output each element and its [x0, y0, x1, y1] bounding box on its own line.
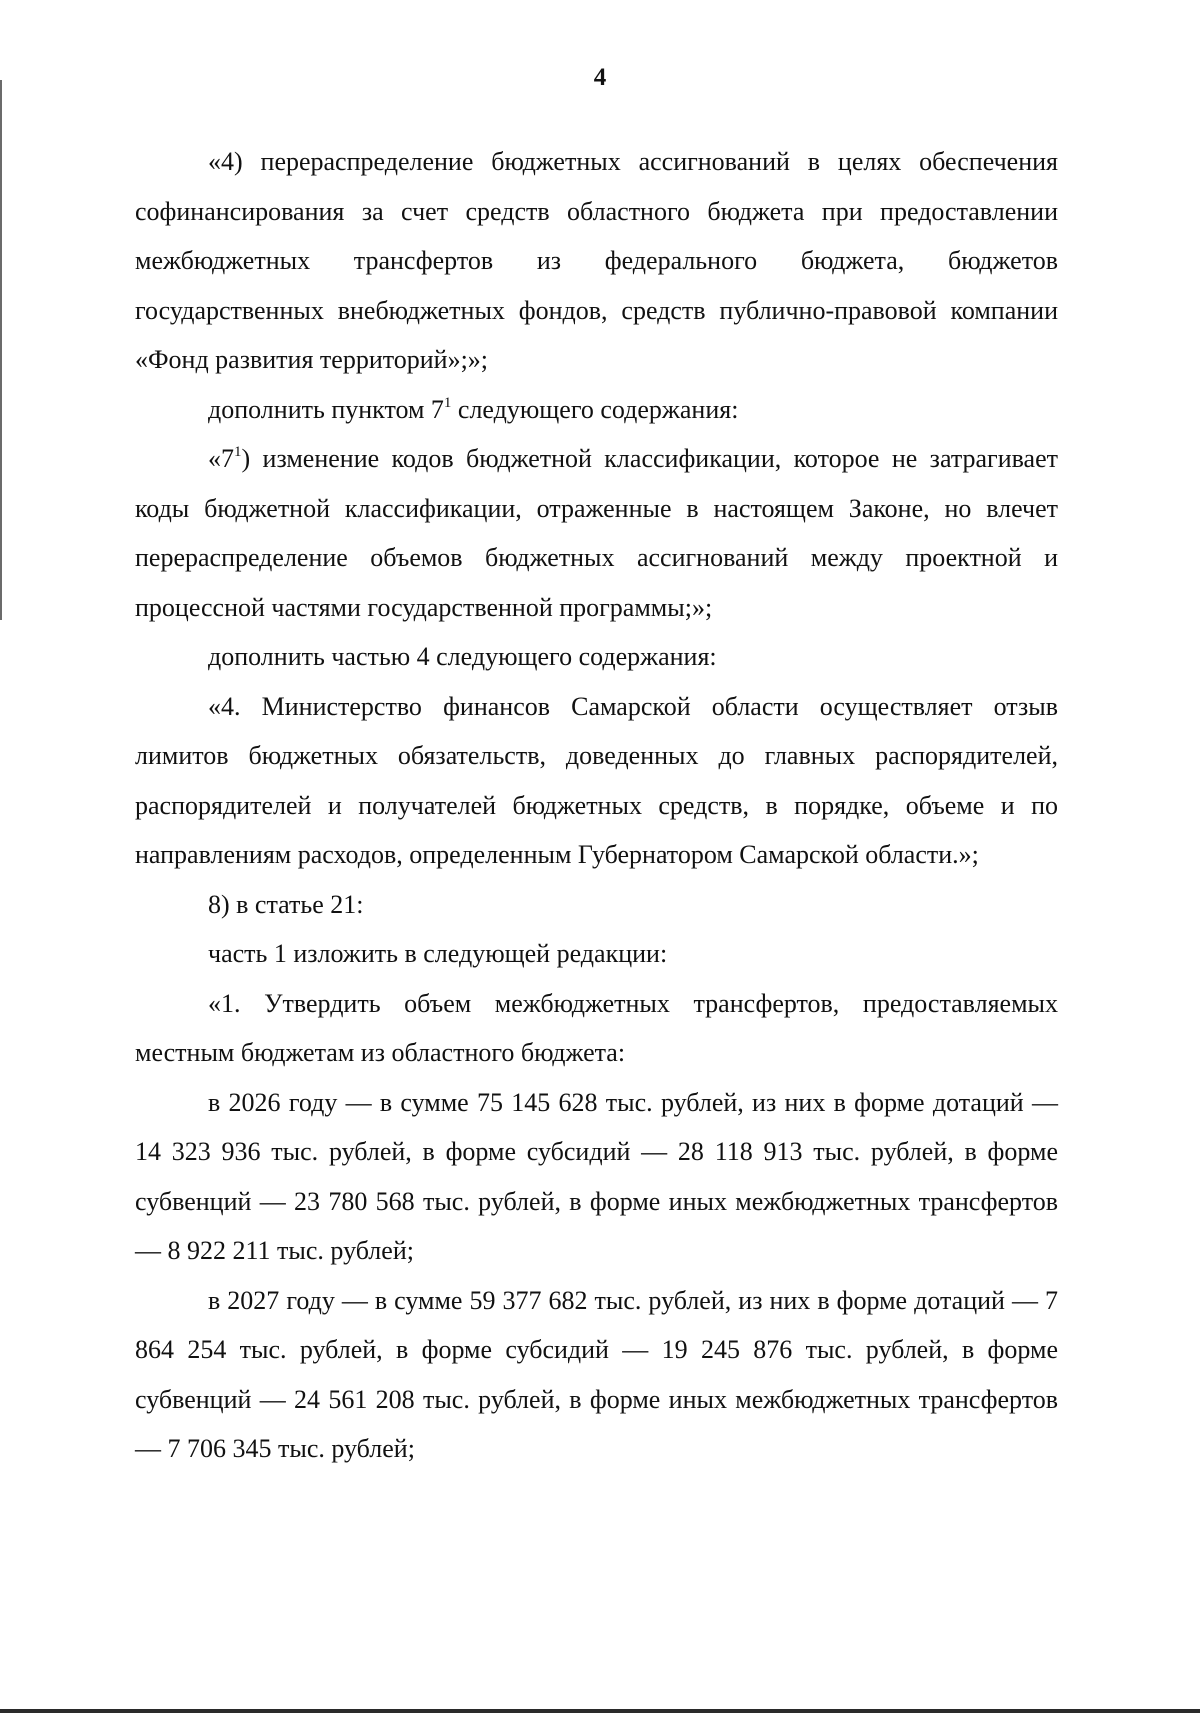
- paragraph-item-4: «4) перераспределение бюджетных ассигнований в целях обеспечения софинансирования за счет средств областного бюджета при предоставлении межбюджетных трансфертов из федерального бюджета, бюджетов государственных внебюджетных фондов, средств публично-правовой компании «Фонд развития территорий»;»;: [135, 147, 1058, 374]
- paragraph-article-21: 8) в статье 21:: [208, 889, 364, 919]
- paragraph-text: ) изменение кодов бюджетной классификации, которое не затрагивает коды бюджетной классификации, отраженные в настоящем Законе, но влечет перераспределение объемов бюджетных ассигнований между проектной и процессной частями государственной программы;»;: [135, 444, 1058, 622]
- paragraph-part-1-intro: часть 1 изложить в следующей редакции:: [208, 939, 668, 968]
- paragraph-year-2026: в 2026 году — в сумме 75 145 628 тыс. рублей, из них в форме дотаций — 14 323 936 тыс. рублей, в форме субсидий — 28 118 913 тыс. рублей, в форме субвенций — 23 780 568 тыс. рублей, в форме иных межбюджетных трансфертов — 8 922 211 тыс. рублей;: [135, 1087, 1058, 1265]
- paragraph-text: следующего содержания:: [451, 394, 739, 424]
- superscript: 1: [234, 444, 242, 460]
- page-number: 4: [593, 64, 607, 91]
- paragraph-year-2027: в 2027 году — в сумме 59 377 682 тыс. рублей, из них в форме дотаций — 7 864 254 тыс. рублей, в форме субсидий — 19 245 876 тыс. рублей, в форме субвенций — 24 561 208 тыс. рублей, в форме иных межбюджетных трансфертов — 7 706 345 тыс. рублей;: [135, 1285, 1058, 1463]
- scan-left-edge: [0, 80, 2, 620]
- paragraph-part-4: «4. Министерство финансов Самарской области осуществляет отзыв лимитов бюджетных обязательств, доведенных до главных распорядителей, распорядителей и получателей бюджетных средств, в порядке, объеме и по направлениям расходов, определенным Губернатором Самарской области.»;: [135, 691, 1058, 869]
- paragraph-text: «7: [208, 444, 234, 473]
- superscript: 1: [443, 394, 452, 411]
- scan-bottom-edge: [0, 1709, 1200, 1713]
- paragraph-item-7-1: [135, 434, 1058, 632]
- paragraph-add-point-7-1: [135, 385, 1058, 435]
- paragraph-add-part-4: дополнить частью 4 следующего содержания:: [208, 642, 717, 671]
- paragraph-text: дополнить пунктом 7: [208, 394, 444, 424]
- paragraph-part-1: «1. Утвердить объем межбюджетных трансфертов, предоставляемых местным бюджетам из областного бюджета:: [135, 988, 1058, 1067]
- document-body: [135, 137, 1058, 1474]
